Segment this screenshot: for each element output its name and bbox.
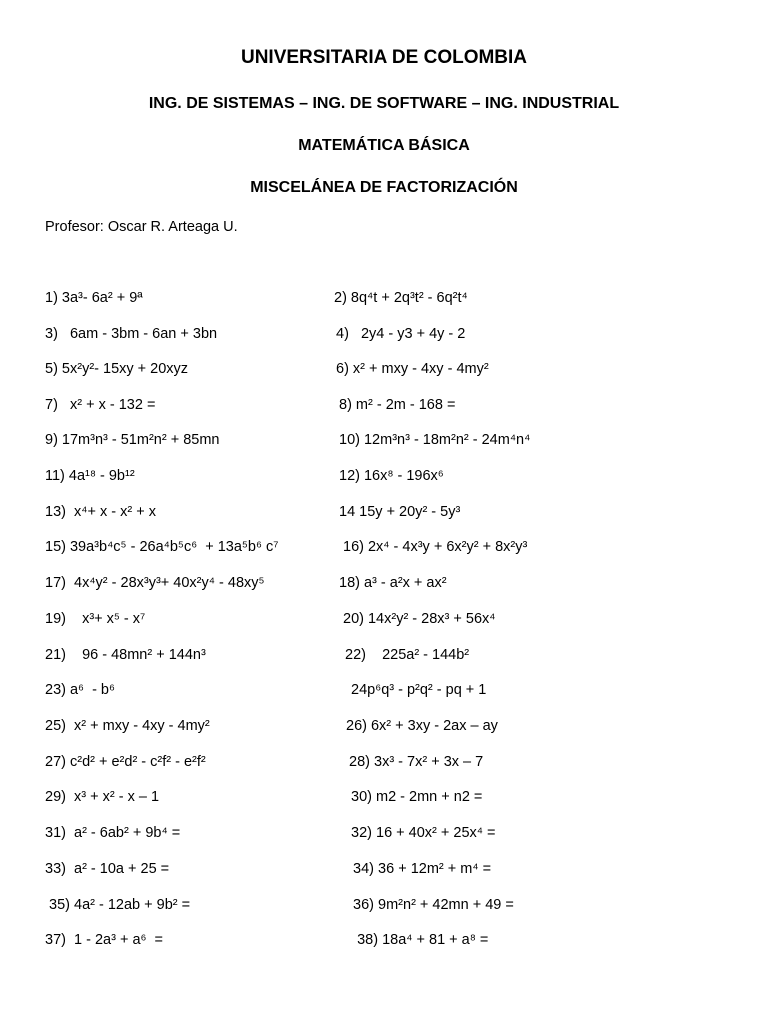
professor-line: Profesor: Oscar R. Arteaga U. — [45, 219, 238, 235]
exercise-left: 37) 1 - 2a³ + a⁶ = — [45, 932, 164, 948]
exercise-left: 13) x⁴+ x - x² + x — [45, 504, 156, 520]
exercise-left: 5) 5x²y²- 15xy + 20xyz — [45, 361, 189, 377]
exercise-right: 16) 2x⁴ - 4x³y + 6x²y² + 8x²y³ — [343, 539, 528, 555]
exercise-right: 22) 225a² - 144b² — [345, 647, 470, 663]
exercise-right: 24p⁶q³ - p²q² - pq + 1 — [347, 682, 487, 698]
university-title: UNIVERSITARIA DE COLOMBIA — [240, 47, 528, 68]
exercise-right: 8) m² - 2m - 168 = — [339, 397, 456, 413]
exercise-right: 18) a³ - a²x + ax² — [339, 575, 447, 591]
exercise-left: 29) x³ + x² - x – 1 — [45, 789, 160, 805]
exercise-right: 4) 2y4 - y3 + 4y - 2 — [336, 326, 466, 342]
exercise-left: 7) x² + x - 132 = — [45, 397, 156, 413]
exercise-right: 10) 12m³n³ - 18m²n² - 24m⁴n⁴ — [339, 432, 531, 448]
exercise-left: 25) x² + mxy - 4xy - 4my² — [45, 718, 210, 734]
exercise-right: 30) m2 - 2mn + n2 = — [347, 789, 483, 805]
exercise-right: 6) x² + mxy - 4xy - 4my² — [336, 361, 489, 377]
exercise-right: 2) 8q⁴t + 2q³t² - 6q²t⁴ — [334, 290, 468, 306]
exercise-left: 35) 4a² - 12ab + 9b² = — [45, 897, 191, 913]
exercise-left: 21) 96 - 48mn² + 144n³ — [45, 647, 206, 663]
exercise-left: 33) a² - 10a + 25 = — [45, 861, 170, 877]
exercise-right: 38) 18a⁴ + 81 + a⁸ = — [345, 932, 489, 948]
exercise-left: 15) 39a³b⁴c⁵ - 26a⁴b⁵c⁶ + 13a⁵b⁶ c⁷ — [45, 539, 279, 555]
exercise-right: 32) 16 + 40x² + 25x⁴ = — [347, 825, 496, 841]
exercise-right: 34) 36 + 12m² + m⁴ = — [345, 861, 492, 877]
exercise-left: 3) 6am - 3bm - 6an + 3bn — [45, 326, 218, 342]
exercise-left: 17) 4x⁴y² - 28x³y³+ 40x²y⁴ - 48xy⁵ — [45, 575, 265, 591]
exercise-right: 12) 16x⁸ - 196x⁶ — [339, 468, 444, 484]
exercise-left: 31) a² - 6ab² + 9b⁴ = — [45, 825, 181, 841]
exercise-left: 19) x³+ x⁵ - x⁷ — [45, 611, 146, 627]
exercise-right: 20) 14x²y² - 28x³ + 56x⁴ — [343, 611, 496, 627]
exercise-right: 14 15y + 20y² - 5y³ — [339, 504, 461, 520]
exercise-left: 11) 4a¹⁸ - 9b¹² — [45, 468, 135, 484]
exercise-left: 23) a⁶ - b⁶ — [45, 682, 115, 698]
course-heading: MATEMÁTICA BÁSICA — [298, 137, 470, 154]
exercise-left: 1) 3a³- 6a² + 9ª — [45, 290, 143, 306]
exercise-left: 9) 17m³n³ - 51m²n² + 85mn — [45, 432, 220, 448]
programs-heading: ING. DE SISTEMAS – ING. DE SOFTWARE – ING. INDUSTRIAL — [148, 95, 620, 112]
exercise-left: 27) c²d² + e²d² - c²f² - e²f² — [45, 754, 206, 770]
topic-heading: MISCELÁNEA DE FACTORIZACIÓN — [250, 179, 518, 196]
exercise-right: 28) 3x³ - 7x² + 3x – 7 — [345, 754, 484, 770]
exercise-right: 26) 6x² + 3xy - 2ax – ay — [346, 718, 498, 734]
exercise-right: 36) 9m²n² + 42mn + 49 = — [345, 897, 514, 913]
